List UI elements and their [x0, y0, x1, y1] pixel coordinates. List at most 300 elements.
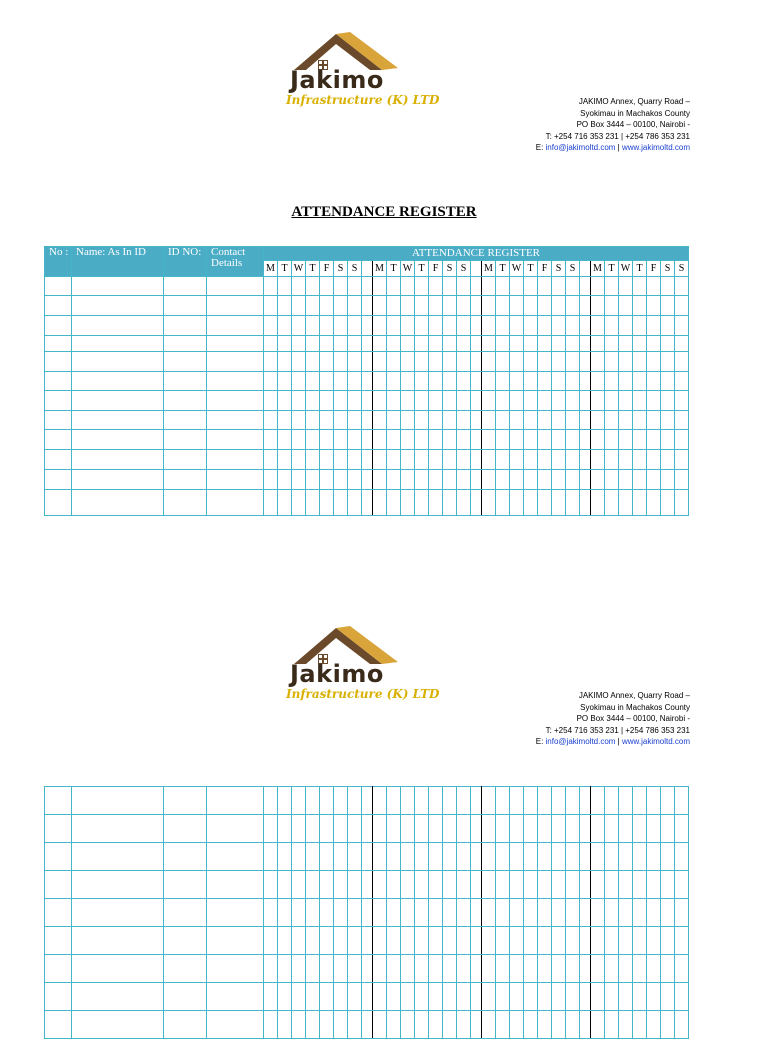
day-cell[interactable] — [320, 336, 334, 352]
day-cell[interactable] — [306, 352, 320, 372]
day-cell[interactable] — [401, 391, 415, 411]
day-cell[interactable] — [264, 927, 278, 955]
day-cell[interactable] — [334, 871, 348, 899]
day-cell[interactable] — [647, 470, 661, 490]
day-cell[interactable] — [566, 316, 580, 336]
day-cell[interactable] — [292, 843, 306, 871]
day-cell[interactable] — [538, 430, 552, 450]
day-cell[interactable] — [401, 411, 415, 430]
day-cell[interactable] — [524, 871, 538, 899]
day-cell[interactable] — [482, 372, 496, 391]
table-cell[interactable] — [207, 372, 264, 391]
day-cell[interactable] — [496, 316, 510, 336]
table-cell[interactable] — [72, 899, 164, 927]
day-cell[interactable] — [387, 430, 401, 450]
table-cell[interactable] — [164, 1011, 207, 1039]
day-cell[interactable] — [334, 955, 348, 983]
day-cell[interactable] — [647, 490, 661, 516]
table-cell[interactable] — [164, 450, 207, 470]
day-cell[interactable] — [348, 983, 362, 1011]
day-cell[interactable] — [457, 450, 471, 470]
day-cell[interactable] — [387, 450, 401, 470]
day-cell[interactable] — [591, 450, 605, 470]
table-cell[interactable] — [72, 450, 164, 470]
day-cell[interactable] — [401, 815, 415, 843]
day-cell[interactable] — [647, 1011, 661, 1039]
day-cell[interactable] — [443, 277, 457, 296]
day-cell[interactable] — [443, 815, 457, 843]
day-cell[interactable] — [348, 490, 362, 516]
day-cell[interactable] — [457, 316, 471, 336]
day-cell[interactable] — [566, 787, 580, 815]
day-cell[interactable] — [538, 316, 552, 336]
day-cell[interactable] — [264, 470, 278, 490]
day-cell[interactable] — [264, 899, 278, 927]
day-cell[interactable] — [373, 871, 387, 899]
day-cell[interactable] — [482, 787, 496, 815]
day-cell[interactable] — [457, 372, 471, 391]
day-cell[interactable] — [429, 955, 443, 983]
table-cell[interactable] — [207, 871, 264, 899]
day-cell[interactable] — [429, 430, 443, 450]
table-cell[interactable] — [45, 277, 72, 296]
day-cell[interactable] — [605, 430, 619, 450]
day-cell[interactable] — [524, 843, 538, 871]
day-cell[interactable] — [482, 470, 496, 490]
day-cell[interactable] — [292, 450, 306, 470]
day-cell[interactable] — [278, 391, 292, 411]
day-cell[interactable] — [647, 296, 661, 316]
day-cell[interactable] — [482, 316, 496, 336]
day-cell[interactable] — [633, 871, 647, 899]
day-cell[interactable] — [320, 899, 334, 927]
table-cell[interactable] — [45, 899, 72, 927]
day-cell[interactable] — [482, 430, 496, 450]
table-cell[interactable] — [207, 787, 264, 815]
day-cell[interactable] — [605, 352, 619, 372]
day-cell[interactable] — [619, 955, 633, 983]
day-cell[interactable] — [373, 1011, 387, 1039]
day-cell[interactable] — [591, 430, 605, 450]
day-cell[interactable] — [524, 411, 538, 430]
day-cell[interactable] — [306, 983, 320, 1011]
day-cell[interactable] — [538, 470, 552, 490]
table-cell[interactable] — [72, 787, 164, 815]
day-cell[interactable] — [401, 450, 415, 470]
day-cell[interactable] — [591, 470, 605, 490]
day-cell[interactable] — [605, 336, 619, 352]
day-cell[interactable] — [524, 927, 538, 955]
day-cell[interactable] — [334, 815, 348, 843]
day-cell[interactable] — [292, 1011, 306, 1039]
day-cell[interactable] — [675, 316, 689, 336]
day-cell[interactable] — [264, 983, 278, 1011]
day-cell[interactable] — [278, 490, 292, 516]
day-cell[interactable] — [457, 927, 471, 955]
day-cell[interactable] — [429, 277, 443, 296]
day-cell[interactable] — [510, 372, 524, 391]
day-cell[interactable] — [348, 1011, 362, 1039]
day-cell[interactable] — [278, 1011, 292, 1039]
day-cell[interactable] — [278, 843, 292, 871]
table-cell[interactable] — [164, 955, 207, 983]
table-cell[interactable] — [45, 450, 72, 470]
day-cell[interactable] — [443, 871, 457, 899]
day-cell[interactable] — [401, 927, 415, 955]
day-cell[interactable] — [401, 843, 415, 871]
day-cell[interactable] — [264, 277, 278, 296]
day-cell[interactable] — [675, 411, 689, 430]
day-cell[interactable] — [566, 411, 580, 430]
day-cell[interactable] — [619, 1011, 633, 1039]
day-cell[interactable] — [605, 899, 619, 927]
day-cell[interactable] — [619, 391, 633, 411]
table-cell[interactable] — [207, 336, 264, 352]
table-cell[interactable] — [72, 316, 164, 336]
day-cell[interactable] — [373, 927, 387, 955]
day-cell[interactable] — [320, 352, 334, 372]
day-cell[interactable] — [647, 372, 661, 391]
table-cell[interactable] — [164, 871, 207, 899]
day-cell[interactable] — [619, 316, 633, 336]
day-cell[interactable] — [387, 336, 401, 352]
table-cell[interactable] — [207, 1011, 264, 1039]
day-cell[interactable] — [443, 391, 457, 411]
day-cell[interactable] — [538, 336, 552, 352]
day-cell[interactable] — [334, 316, 348, 336]
day-cell[interactable] — [510, 843, 524, 871]
day-cell[interactable] — [675, 927, 689, 955]
day-cell[interactable] — [510, 352, 524, 372]
day-cell[interactable] — [443, 296, 457, 316]
day-cell[interactable] — [633, 336, 647, 352]
day-cell[interactable] — [292, 372, 306, 391]
day-cell[interactable] — [675, 490, 689, 516]
day-cell[interactable] — [675, 352, 689, 372]
table-cell[interactable] — [72, 470, 164, 490]
day-cell[interactable] — [292, 815, 306, 843]
day-cell[interactable] — [348, 277, 362, 296]
day-cell[interactable] — [373, 843, 387, 871]
table-cell[interactable] — [72, 336, 164, 352]
day-cell[interactable] — [373, 352, 387, 372]
day-cell[interactable] — [415, 815, 429, 843]
day-cell[interactable] — [457, 430, 471, 450]
day-cell[interactable] — [320, 316, 334, 336]
day-cell[interactable] — [496, 490, 510, 516]
day-cell[interactable] — [348, 411, 362, 430]
day-cell[interactable] — [524, 296, 538, 316]
day-cell[interactable] — [348, 955, 362, 983]
table-cell[interactable] — [45, 1011, 72, 1039]
day-cell[interactable] — [619, 490, 633, 516]
day-cell[interactable] — [566, 955, 580, 983]
day-cell[interactable] — [320, 927, 334, 955]
day-cell[interactable] — [334, 927, 348, 955]
table-cell[interactable] — [45, 955, 72, 983]
day-cell[interactable] — [510, 296, 524, 316]
table-cell[interactable] — [45, 843, 72, 871]
day-cell[interactable] — [661, 787, 675, 815]
day-cell[interactable] — [278, 450, 292, 470]
table-cell[interactable] — [45, 983, 72, 1011]
day-cell[interactable] — [538, 787, 552, 815]
day-cell[interactable] — [510, 787, 524, 815]
day-cell[interactable] — [443, 430, 457, 450]
day-cell[interactable] — [387, 470, 401, 490]
day-cell[interactable] — [552, 843, 566, 871]
day-cell[interactable] — [334, 983, 348, 1011]
table-cell[interactable] — [164, 316, 207, 336]
day-cell[interactable] — [647, 411, 661, 430]
day-cell[interactable] — [320, 1011, 334, 1039]
day-cell[interactable] — [264, 430, 278, 450]
day-cell[interactable] — [633, 927, 647, 955]
table-cell[interactable] — [164, 430, 207, 450]
day-cell[interactable] — [415, 411, 429, 430]
day-cell[interactable] — [482, 277, 496, 296]
day-cell[interactable] — [292, 490, 306, 516]
day-cell[interactable] — [482, 450, 496, 470]
day-cell[interactable] — [292, 927, 306, 955]
day-cell[interactable] — [348, 470, 362, 490]
day-cell[interactable] — [401, 899, 415, 927]
day-cell[interactable] — [619, 450, 633, 470]
day-cell[interactable] — [443, 983, 457, 1011]
day-cell[interactable] — [443, 927, 457, 955]
day-cell[interactable] — [373, 787, 387, 815]
day-cell[interactable] — [538, 1011, 552, 1039]
day-cell[interactable] — [387, 955, 401, 983]
day-cell[interactable] — [661, 927, 675, 955]
table-cell[interactable] — [207, 277, 264, 296]
day-cell[interactable] — [591, 899, 605, 927]
day-cell[interactable] — [661, 843, 675, 871]
day-cell[interactable] — [675, 1011, 689, 1039]
day-cell[interactable] — [264, 843, 278, 871]
day-cell[interactable] — [552, 391, 566, 411]
day-cell[interactable] — [429, 1011, 443, 1039]
day-cell[interactable] — [538, 296, 552, 316]
day-cell[interactable] — [661, 983, 675, 1011]
day-cell[interactable] — [591, 296, 605, 316]
day-cell[interactable] — [320, 955, 334, 983]
day-cell[interactable] — [647, 277, 661, 296]
day-cell[interactable] — [538, 927, 552, 955]
day-cell[interactable] — [264, 871, 278, 899]
day-cell[interactable] — [566, 430, 580, 450]
day-cell[interactable] — [591, 411, 605, 430]
day-cell[interactable] — [633, 983, 647, 1011]
day-cell[interactable] — [264, 336, 278, 352]
day-cell[interactable] — [334, 296, 348, 316]
day-cell[interactable] — [647, 787, 661, 815]
day-cell[interactable] — [482, 391, 496, 411]
day-cell[interactable] — [482, 955, 496, 983]
day-cell[interactable] — [443, 450, 457, 470]
day-cell[interactable] — [457, 899, 471, 927]
table-cell[interactable] — [72, 1011, 164, 1039]
day-cell[interactable] — [306, 296, 320, 316]
day-cell[interactable] — [510, 430, 524, 450]
day-cell[interactable] — [619, 352, 633, 372]
table-cell[interactable] — [45, 430, 72, 450]
day-cell[interactable] — [619, 871, 633, 899]
day-cell[interactable] — [334, 843, 348, 871]
table-cell[interactable] — [45, 372, 72, 391]
day-cell[interactable] — [348, 372, 362, 391]
day-cell[interactable] — [496, 983, 510, 1011]
day-cell[interactable] — [591, 815, 605, 843]
day-cell[interactable] — [675, 843, 689, 871]
day-cell[interactable] — [496, 277, 510, 296]
day-cell[interactable] — [306, 316, 320, 336]
day-cell[interactable] — [661, 470, 675, 490]
day-cell[interactable] — [566, 983, 580, 1011]
day-cell[interactable] — [292, 296, 306, 316]
day-cell[interactable] — [443, 372, 457, 391]
day-cell[interactable] — [524, 983, 538, 1011]
day-cell[interactable] — [264, 787, 278, 815]
day-cell[interactable] — [482, 871, 496, 899]
day-cell[interactable] — [675, 296, 689, 316]
day-cell[interactable] — [661, 411, 675, 430]
day-cell[interactable] — [373, 490, 387, 516]
day-cell[interactable] — [415, 277, 429, 296]
day-cell[interactable] — [264, 411, 278, 430]
day-cell[interactable] — [306, 430, 320, 450]
day-cell[interactable] — [348, 871, 362, 899]
day-cell[interactable] — [510, 391, 524, 411]
day-cell[interactable] — [387, 787, 401, 815]
day-cell[interactable] — [306, 927, 320, 955]
day-cell[interactable] — [496, 296, 510, 316]
day-cell[interactable] — [661, 1011, 675, 1039]
table-cell[interactable] — [45, 871, 72, 899]
day-cell[interactable] — [524, 787, 538, 815]
day-cell[interactable] — [278, 336, 292, 352]
day-cell[interactable] — [605, 927, 619, 955]
day-cell[interactable] — [510, 899, 524, 927]
day-cell[interactable] — [496, 955, 510, 983]
website-link[interactable]: www.jakimoltd.com — [621, 737, 690, 746]
day-cell[interactable] — [373, 391, 387, 411]
day-cell[interactable] — [334, 430, 348, 450]
day-cell[interactable] — [278, 296, 292, 316]
table-cell[interactable] — [45, 815, 72, 843]
day-cell[interactable] — [633, 352, 647, 372]
day-cell[interactable] — [306, 490, 320, 516]
day-cell[interactable] — [619, 815, 633, 843]
day-cell[interactable] — [278, 430, 292, 450]
day-cell[interactable] — [387, 372, 401, 391]
day-cell[interactable] — [591, 843, 605, 871]
day-cell[interactable] — [566, 490, 580, 516]
table-cell[interactable] — [72, 391, 164, 411]
day-cell[interactable] — [443, 843, 457, 871]
day-cell[interactable] — [591, 955, 605, 983]
day-cell[interactable] — [496, 372, 510, 391]
day-cell[interactable] — [524, 352, 538, 372]
day-cell[interactable] — [647, 391, 661, 411]
table-cell[interactable] — [164, 983, 207, 1011]
day-cell[interactable] — [633, 1011, 647, 1039]
day-cell[interactable] — [373, 815, 387, 843]
day-cell[interactable] — [348, 296, 362, 316]
day-cell[interactable] — [264, 391, 278, 411]
day-cell[interactable] — [373, 450, 387, 470]
day-cell[interactable] — [401, 296, 415, 316]
table-cell[interactable] — [207, 927, 264, 955]
day-cell[interactable] — [457, 843, 471, 871]
day-cell[interactable] — [675, 899, 689, 927]
day-cell[interactable] — [619, 296, 633, 316]
day-cell[interactable] — [320, 296, 334, 316]
day-cell[interactable] — [320, 372, 334, 391]
day-cell[interactable] — [524, 815, 538, 843]
day-cell[interactable] — [619, 927, 633, 955]
table-cell[interactable] — [72, 430, 164, 450]
day-cell[interactable] — [482, 490, 496, 516]
email-link[interactable]: info@jakimoltd.com — [545, 143, 616, 152]
day-cell[interactable] — [401, 352, 415, 372]
day-cell[interactable] — [605, 277, 619, 296]
table-cell[interactable] — [207, 296, 264, 316]
day-cell[interactable] — [538, 450, 552, 470]
table-cell[interactable] — [164, 352, 207, 372]
day-cell[interactable] — [619, 430, 633, 450]
table-cell[interactable] — [164, 336, 207, 352]
day-cell[interactable] — [605, 1011, 619, 1039]
table-cell[interactable] — [207, 955, 264, 983]
day-cell[interactable] — [457, 871, 471, 899]
day-cell[interactable] — [605, 296, 619, 316]
day-cell[interactable] — [429, 787, 443, 815]
day-cell[interactable] — [415, 787, 429, 815]
table-cell[interactable] — [45, 787, 72, 815]
day-cell[interactable] — [633, 277, 647, 296]
day-cell[interactable] — [334, 787, 348, 815]
day-cell[interactable] — [401, 955, 415, 983]
day-cell[interactable] — [457, 955, 471, 983]
day-cell[interactable] — [415, 955, 429, 983]
day-cell[interactable] — [675, 277, 689, 296]
table-cell[interactable] — [45, 927, 72, 955]
day-cell[interactable] — [633, 391, 647, 411]
day-cell[interactable] — [538, 983, 552, 1011]
table-cell[interactable] — [164, 391, 207, 411]
day-cell[interactable] — [675, 391, 689, 411]
day-cell[interactable] — [661, 450, 675, 470]
day-cell[interactable] — [647, 316, 661, 336]
day-cell[interactable] — [591, 1011, 605, 1039]
day-cell[interactable] — [429, 815, 443, 843]
day-cell[interactable] — [306, 336, 320, 352]
day-cell[interactable] — [306, 843, 320, 871]
day-cell[interactable] — [401, 871, 415, 899]
day-cell[interactable] — [306, 955, 320, 983]
table-cell[interactable] — [207, 490, 264, 516]
day-cell[interactable] — [661, 336, 675, 352]
day-cell[interactable] — [457, 277, 471, 296]
day-cell[interactable] — [552, 411, 566, 430]
day-cell[interactable] — [633, 450, 647, 470]
table-cell[interactable] — [45, 316, 72, 336]
day-cell[interactable] — [538, 391, 552, 411]
day-cell[interactable] — [334, 352, 348, 372]
day-cell[interactable] — [524, 450, 538, 470]
day-cell[interactable] — [619, 843, 633, 871]
